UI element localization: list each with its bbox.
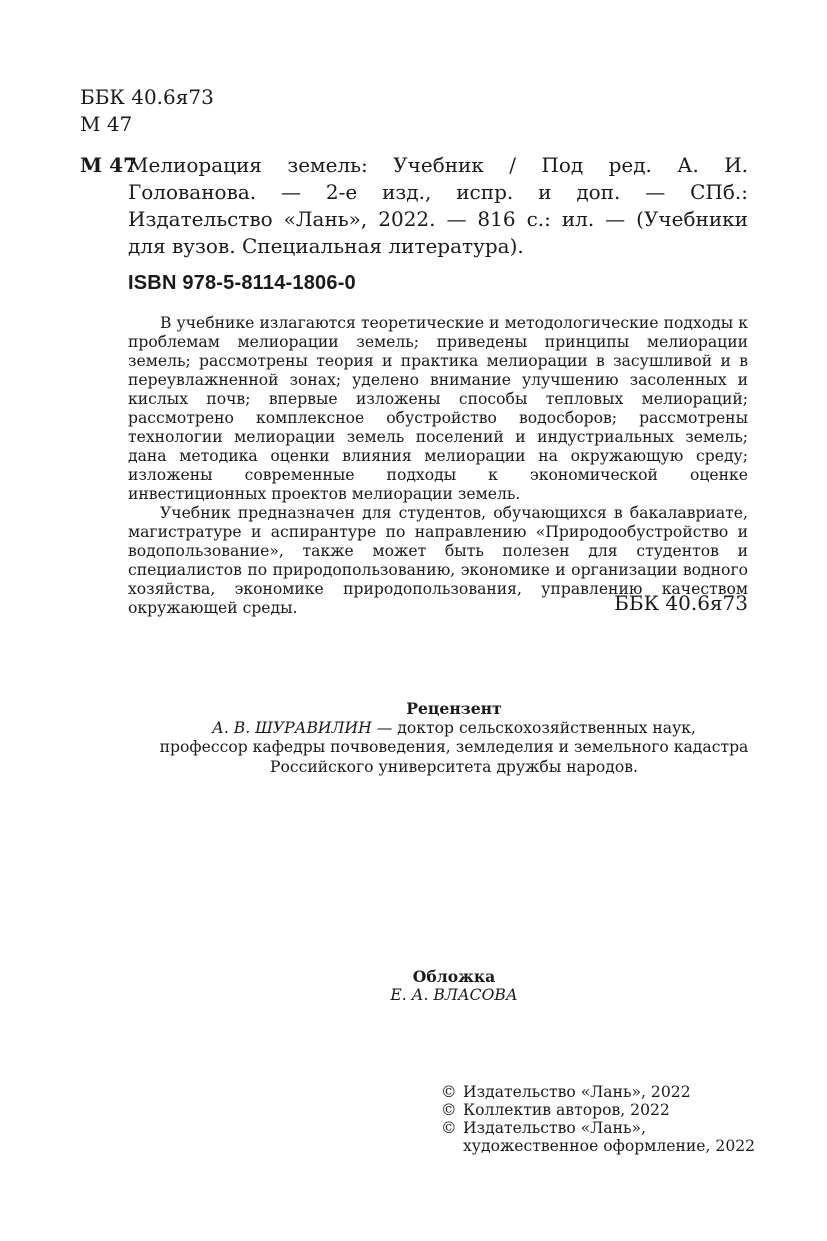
entry-code: М 47: [80, 153, 137, 177]
copyright-text-continued: художественное оформление, 2022: [463, 1137, 756, 1155]
abstract-paragraph-2: Учебник предназначен для студентов, обучающихся в бакалавриате, магистратуре и аспирантуре по направлению «Природообустройство и водопользование», также может быть полезен для студентов и специалистов по природопользованию, экономике и организации водного хозяйства, экономике природопользования, управлению качеством окружающей среды.: [128, 504, 748, 617]
reviewer-heading: Рецензент: [406, 699, 502, 718]
cover-block: [80, 967, 827, 1005]
copyright-text: Издательство «Лань»,: [463, 1119, 646, 1137]
cover-heading: Обложка: [412, 967, 496, 986]
copyright-text: Издательство «Лань», 2022: [463, 1083, 691, 1101]
reviewer-line-1: [80, 719, 827, 739]
copyright-icon: ©: [441, 1119, 457, 1137]
header-codes: [80, 84, 214, 138]
copyright-text: Коллектив авторов, 2022: [463, 1101, 670, 1119]
copyright-item: [441, 1083, 755, 1101]
cover-designer: Е. А. ВЛАСОВА: [390, 986, 518, 1004]
copyright-item: [441, 1101, 755, 1119]
reviewer-name: А. В. ШУРАВИЛИН: [212, 718, 372, 737]
reviewer-degree: — доктор сельскохозяйственных наук,: [371, 718, 696, 737]
copyright-icon: ©: [441, 1101, 457, 1119]
copyright-item: [441, 1119, 755, 1137]
author-sign: М 47: [80, 112, 133, 136]
bbk-code-bottom: ББК 40.6я73: [614, 591, 748, 615]
copyrights: [441, 1083, 755, 1155]
reviewer-line-3: Российского университета дружбы народов.: [270, 757, 638, 776]
bbk-code: ББК 40.6я73: [80, 85, 214, 109]
reviewer-line-2: профессор кафедры почвоведения, земледелия и земельного кадастра: [159, 738, 749, 756]
isbn: ISBN 978-5-8114-1806-0: [128, 272, 356, 294]
entry-text: Мелиорация земель: Учебник / Под ред. А. И. Голованова. — 2-е изд., испр. и доп. — СПб.: Издательство «Лань», 2022. — 816 с.: ил. — (Учебники для вузов. Специальная литература).: [128, 153, 748, 258]
reviewer-block: [80, 699, 827, 777]
abstract-paragraph-1: В учебнике излагаются теоретические и методологические подходы к проблемам мелиорации земель; приведены принципы мелиорации земель; рассмотрены теория и практика мелиорации в засушливой и в переувлажненной зонах; уделено внимание улучшению засоленных и кислых почв; впервые изложены способы тепловых мелиораций; рассмотрено комплексное обустройство водосборов; рассмотрены технологии мелиорации земель поселений и индустриальных земель; дана методика оценки влияния мелиорации на окружающую среду; изложены современные подходы к экономической оценке инвестиционных проектов мелиорации земель.: [128, 314, 748, 503]
copyright-icon: ©: [441, 1083, 457, 1101]
bibliographic-entry: [80, 152, 748, 260]
abstract: [128, 314, 748, 618]
